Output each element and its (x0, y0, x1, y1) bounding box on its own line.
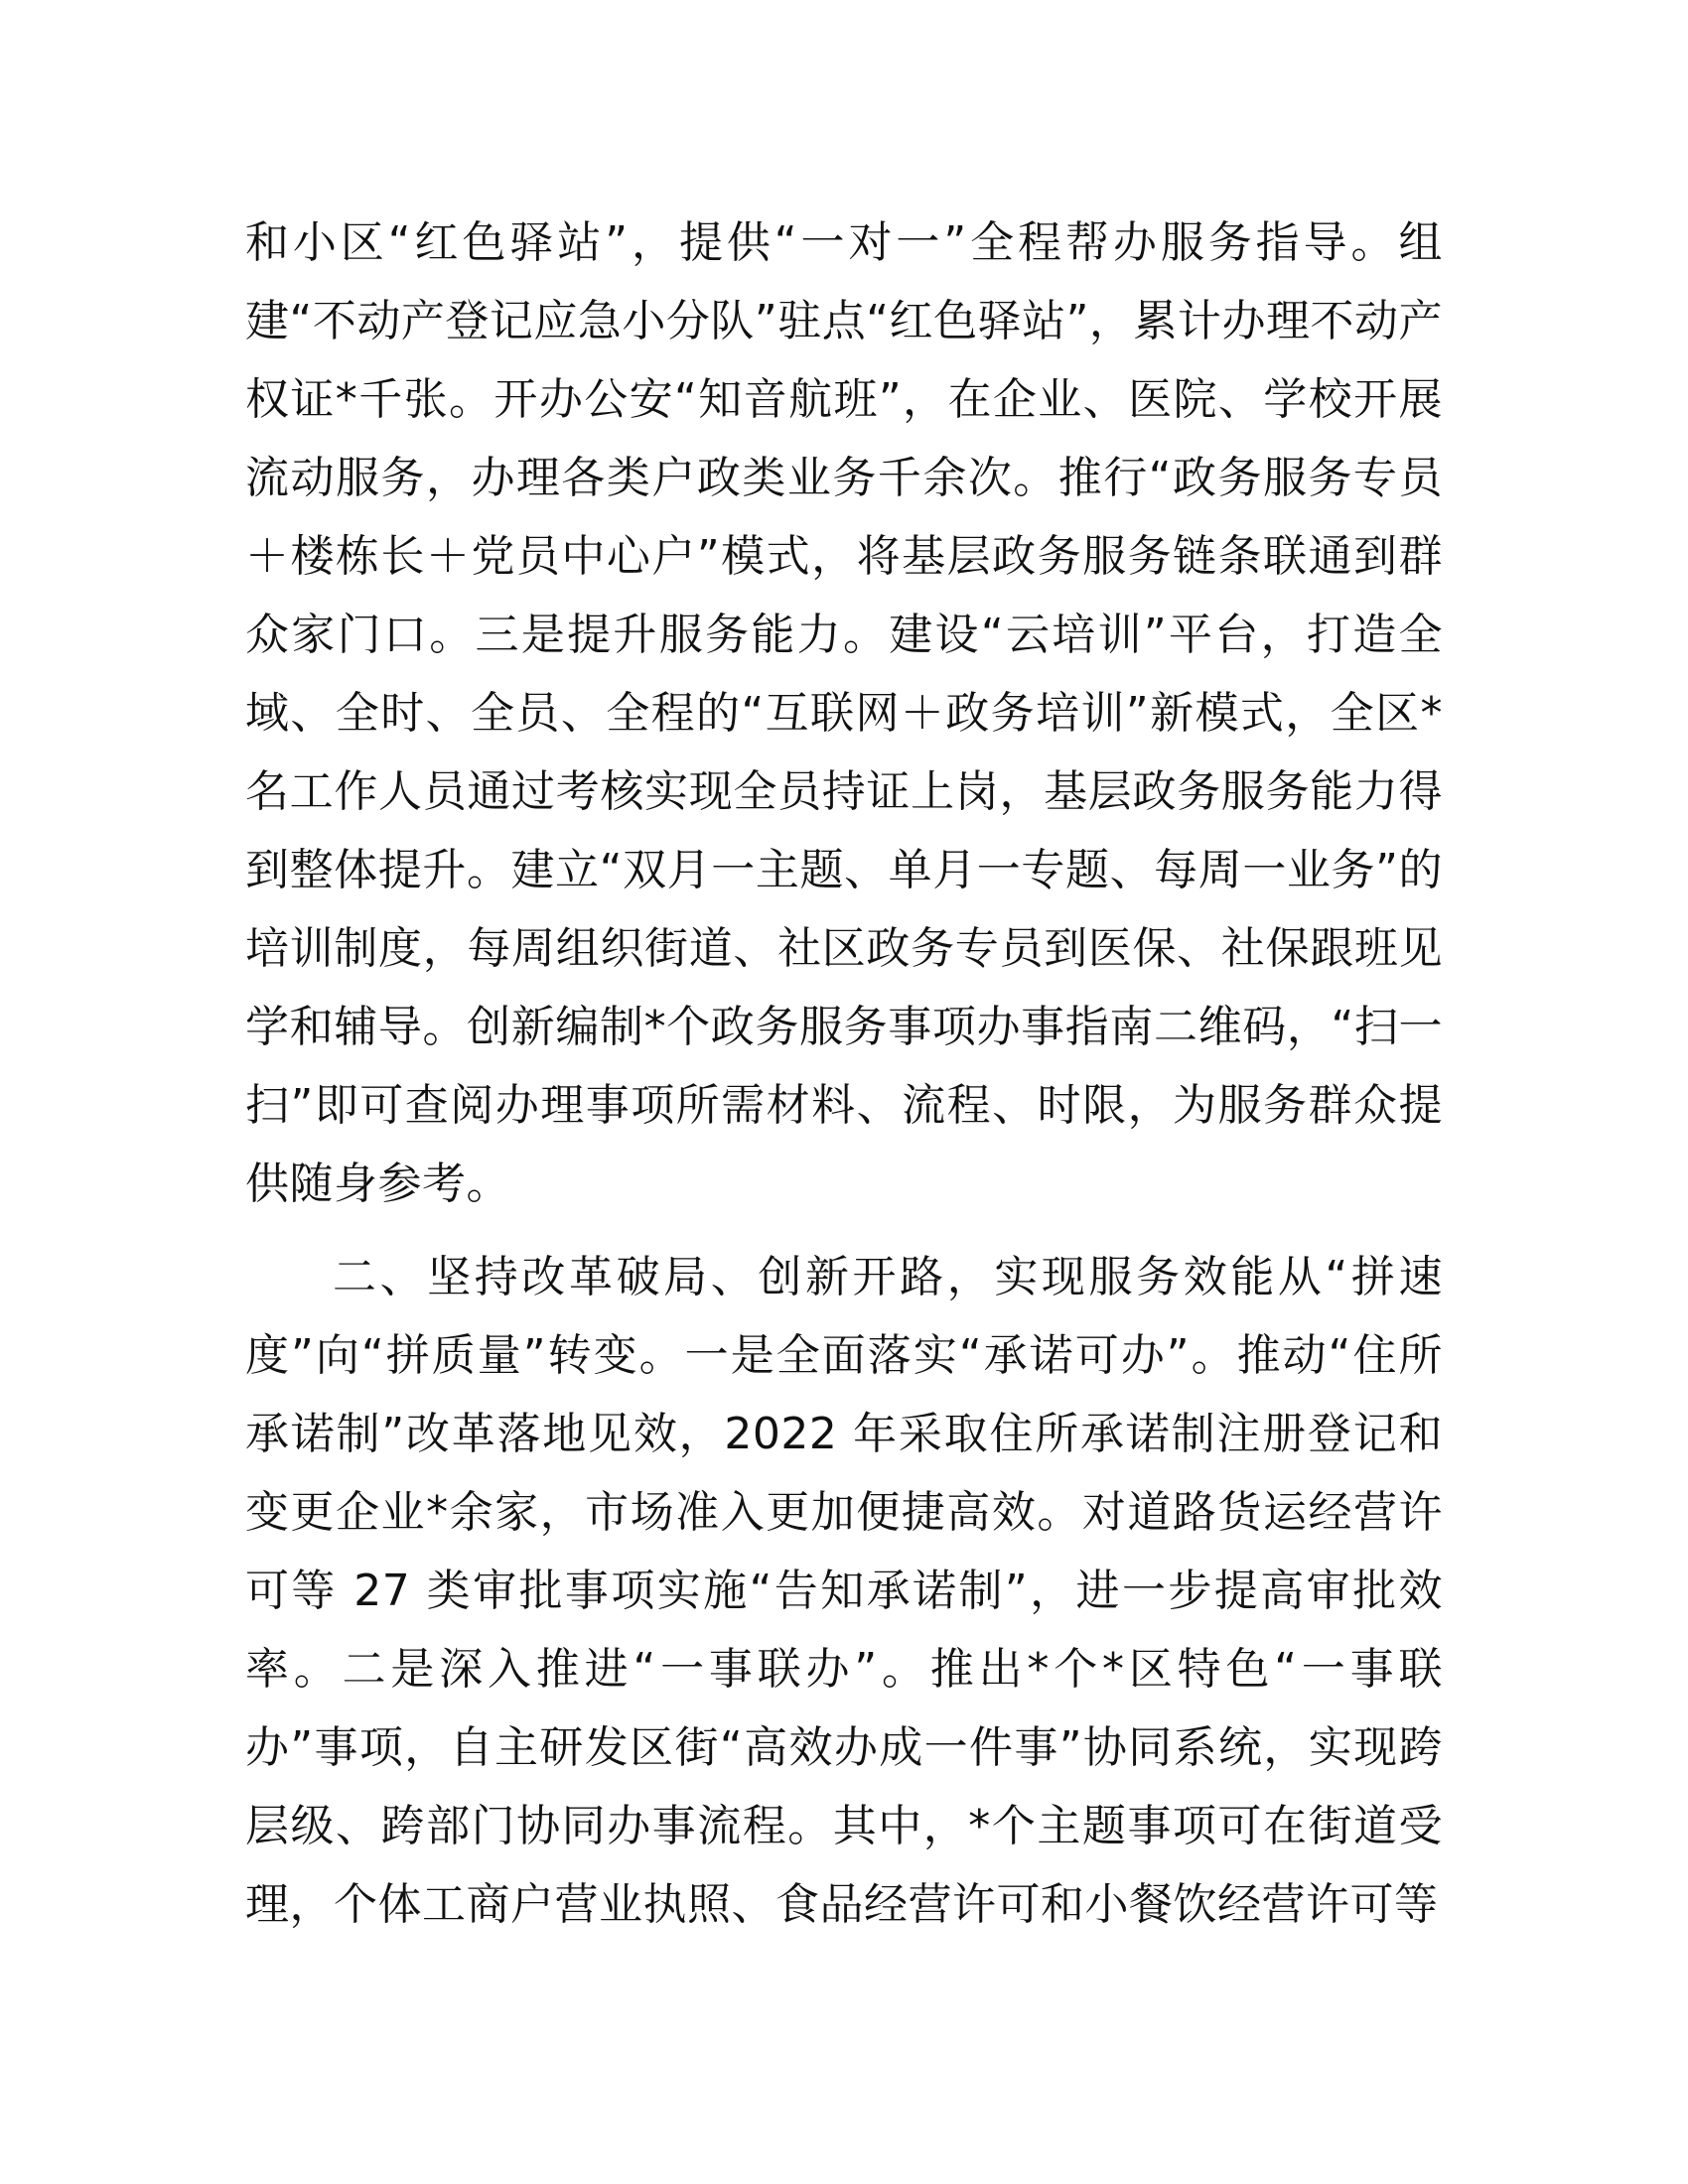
paragraph-section-two: 二、坚持改革破局、创新开路，实现服务效能从“拼速度”向“拼质量”转变。一是全面落实“承诺可办”。推动“住所承诺制”改革落地见效，2022 年采取住所承诺制注册登记和变更企业*余家，市场准入更加便捷高效。对道路货运经营许可等 27 类审批事项实施“告知承诺制”，进一步提高审批效率。二是深入推进“一事联办”。推出*个*区特色“一事联办”事项，自主研发区街“高效办成一件事”协同系统，实现跨层级、跨部门协同办事流程。其中，*个主题事项可在街道受理，个体工商户营业执照、食品经营许可和小餐饮经营许可等 (245, 1252, 1443, 1930)
paragraph-continued: 和小区“红色驿站”，提供“一对一”全程帮办服务指导。组建“不动产登记应急小分队”驻点“红色驿站”，累计办理不动产权证*千张。开办公安“知音航班”，在企业、医院、学校开展流动服务，办理各类户政类业务千余次。推行“政务服务专员＋楼栋长＋党员中心户”模式，将基层政务服务链条联通到群众家门口。三是提升服务能力。建设“云培训”平台，打造全域、全时、全员、全程的“互联网＋政务培训”新模式，全区*名工作人员通过考核实现全员持证上岗，基层政务服务能力得到整体提升。建立“双月一主题、单月一专题、每周一业务”的培训制度，每周组织街道、社区政务专员到医保、社保跟班见学和辅导。创新编制*个政务服务事项办事指南二维码，“扫一扫”即可查阅办理事项所需材料、流程、时限，为服务群众提供随身参考。 (245, 217, 1443, 1209)
document-body (245, 204, 1443, 1944)
